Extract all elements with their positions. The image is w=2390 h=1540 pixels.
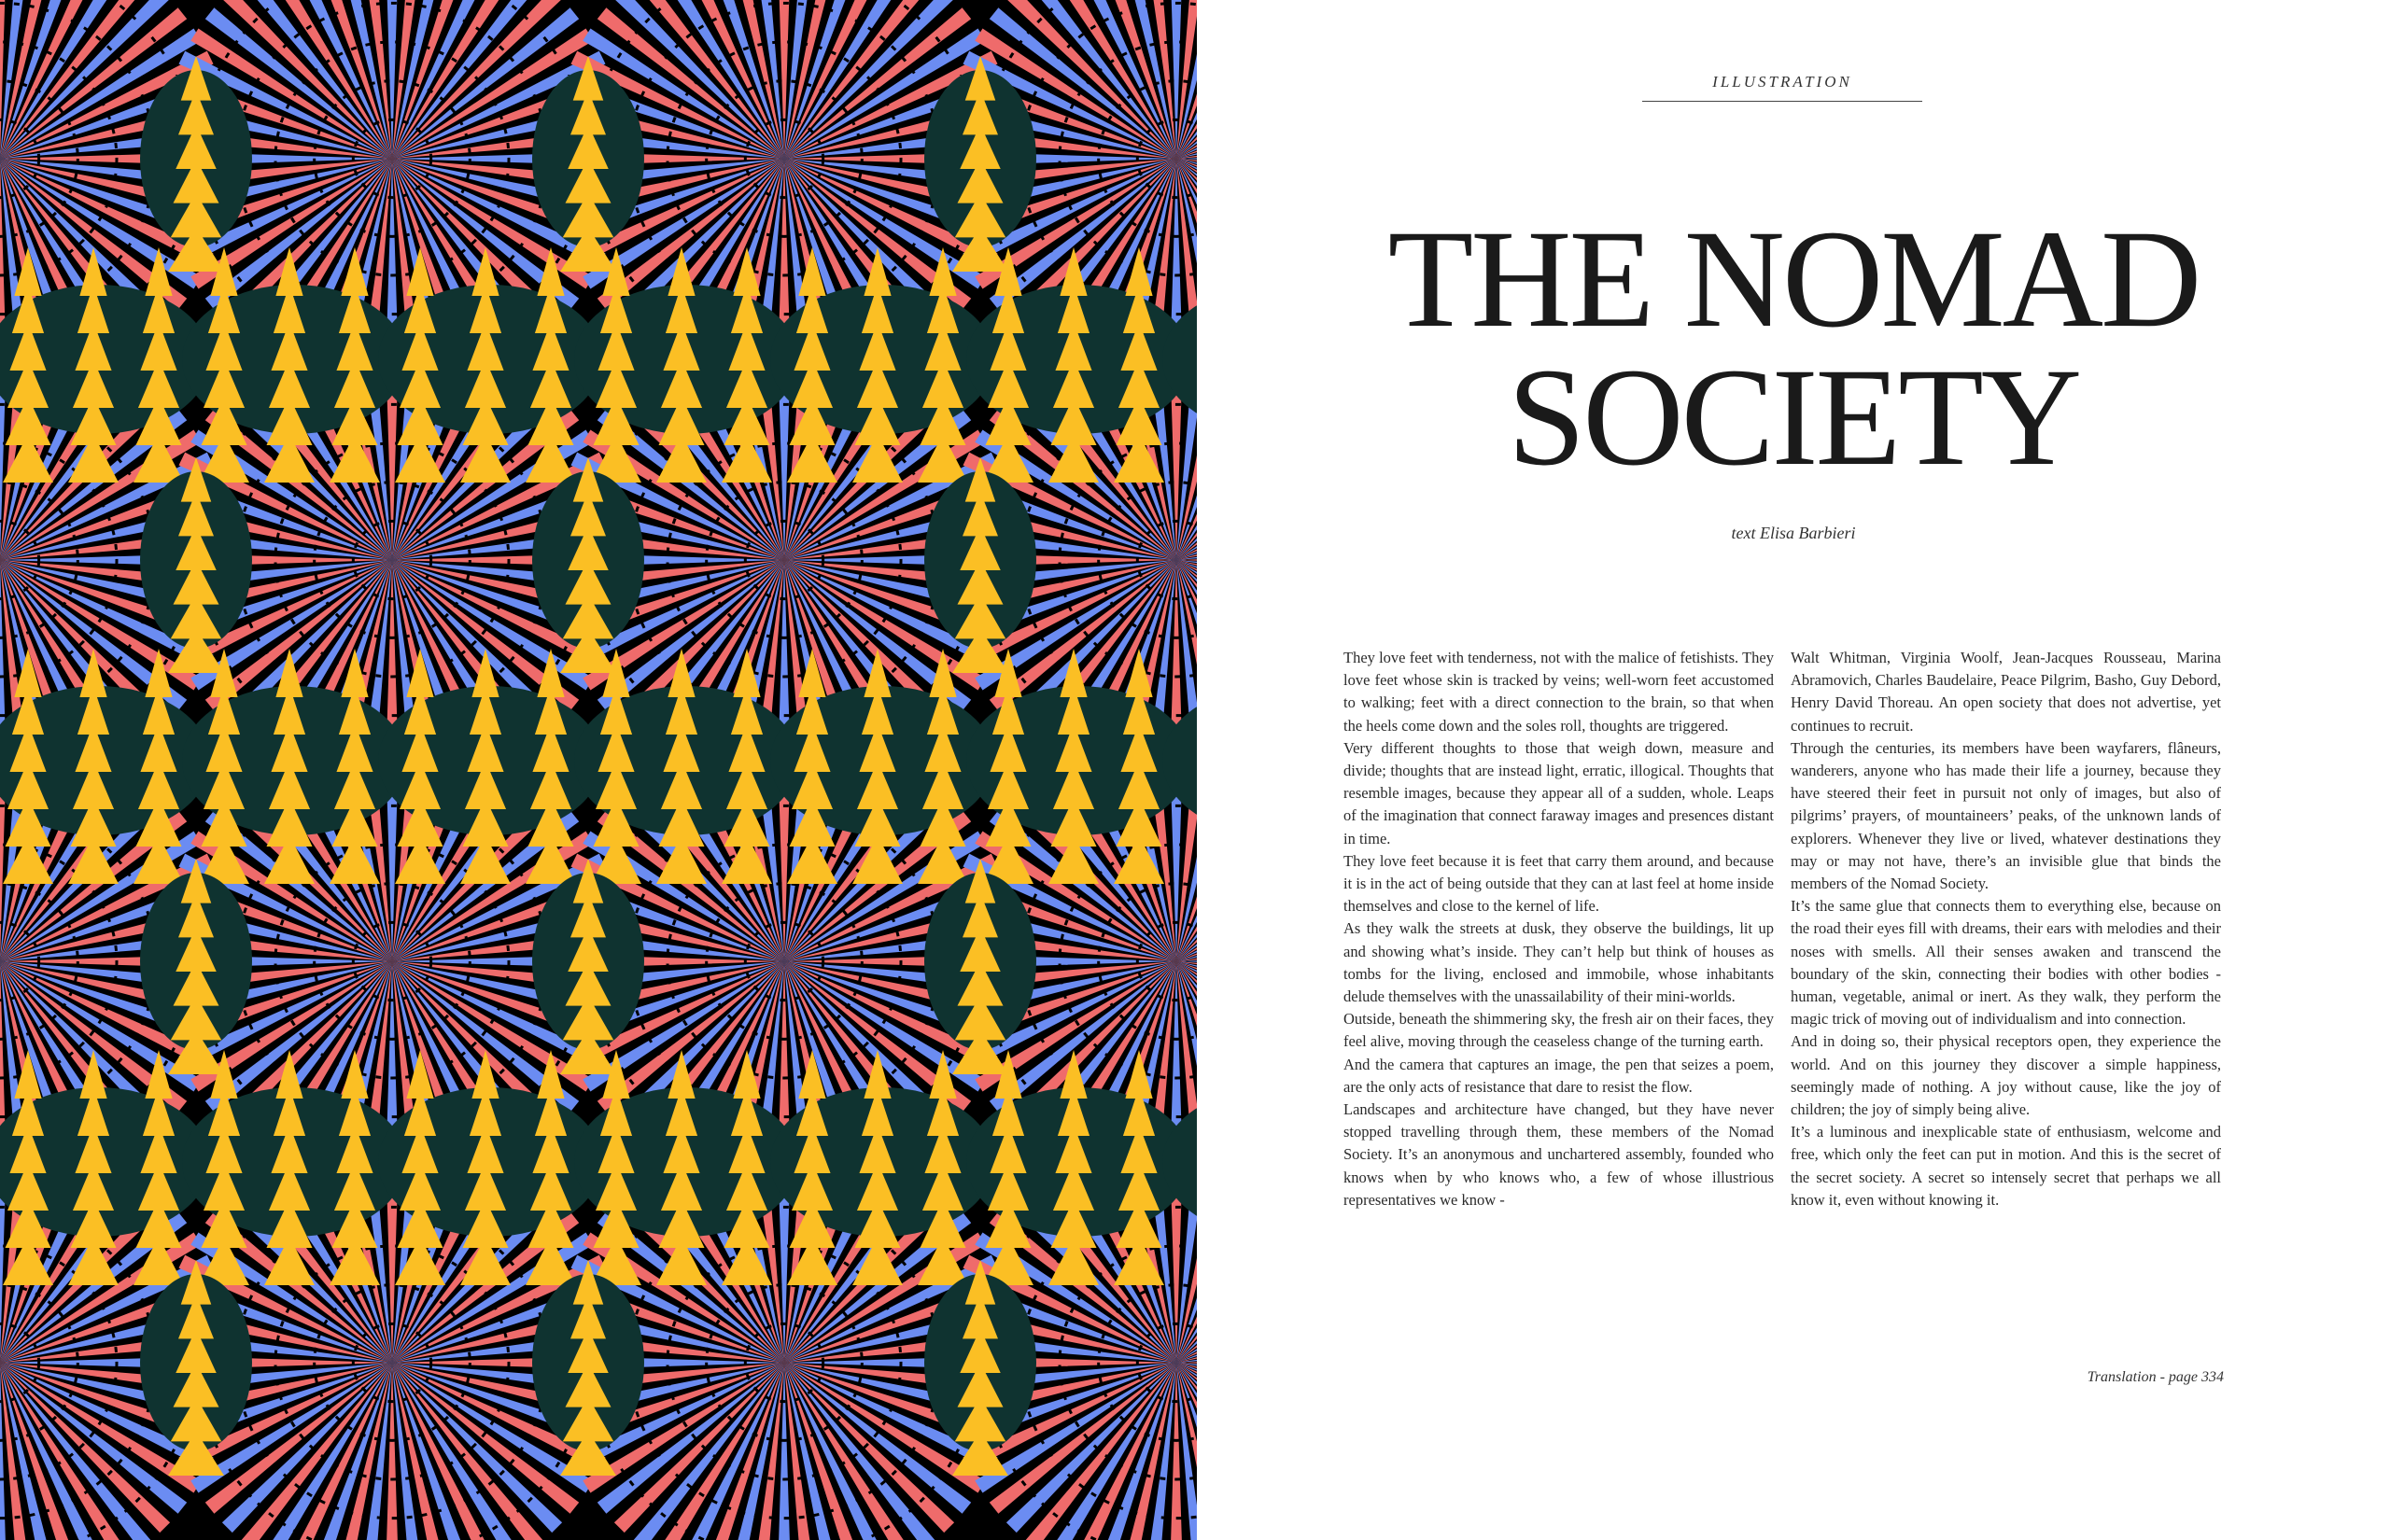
- paragraph: Very different thoughts to those that weigh down, measure and divide; thoughts that are instead light, erratic, illogical. Thoughts that resemble images, because they appear all of a sudden, whole. Leaps of the imagination that connect faraway images and presences distant in time.: [1343, 738, 1774, 847]
- paragraph: They love feet with tenderness, not with the malice of fetishists. They love feet whose skin is tracked by veins; well-worn feet accustomed to walking; feet with a direct connection to the brain, so that when the heels come down and the soles roll, thoughts are triggered.: [1343, 649, 1774, 735]
- article-page: [1197, 0, 2390, 1540]
- title-line-2: SOCIETY: [1507, 340, 2080, 495]
- paragraph: It’s a luminous and inexplicable state of enthusiasm, welcome and free, which only the feet can put in motion. And this is the secret of the secret society. A secret so intensely secret that perhaps we all know it, even without knowing it.: [1791, 1123, 2221, 1209]
- page-reference: Translation - page 334: [2087, 1369, 2224, 1385]
- paragraph: As they walk the streets at dusk, they observe the buildings, lit up and showing what’s inside. They can’t help but think of houses as tombs for the living, enclosed and immobile, whose inhabitants delude themselves with the unassailability of their mini-worlds.: [1343, 919, 1774, 1006]
- paragraph: And in doing so, their physical receptors open, they experience the world. And on this journey they discover a simple happiness, seemingly made of nothing. A joy without cause, like the joy of children; the joy of simply being alive.: [1791, 1032, 2221, 1119]
- section-divider: [1642, 101, 1922, 102]
- paragraph: Landscapes and architecture have changed, but they have never stopped travelling through them, these members of the Nomad Society. It’s an anonymous and unchartered assembly, founded who knows when by who knows who, a few of whose illustrious representatives we know -: [1343, 1100, 1774, 1209]
- paragraph: Outside, beneath the shimmering sky, the fresh air on their faces, they feel alive, moving through the ceaseless change of the turning earth.: [1343, 1010, 1774, 1051]
- byline: text Elisa Barbieri: [1731, 524, 1856, 542]
- paragraph: And the camera that captures an image, the pen that seizes a poem, are the only acts of resistance that dare to resist the flow.: [1343, 1055, 1774, 1096]
- body-column-1: [1343, 647, 1774, 1211]
- article-title: [1197, 202, 2390, 495]
- title-line-1: THE NOMAD: [1387, 202, 2200, 357]
- paragraph: Through the centuries, its members have been wayfarers, flâneurs, wanderers, anyone who has made their life a journey, because they have steered their feet in pursuit not only of images, but also of pilgrims’ prayers, of mountaineers’ peaks, of the unknown lands of explorers. Whenever they live or lived, whatever destinations they may or may not have, there’s an invisible glue that binds the members of the Nomad Society.: [1791, 738, 2221, 893]
- paragraph: They love feet because it is feet that carry them around, and because it is in the act of being outside that they can at last feel at home inside themselves and close to the kernel of life.: [1343, 851, 1774, 916]
- body-column-2: [1791, 647, 2221, 1211]
- section-label: ILLUSTRATION: [1712, 73, 1852, 91]
- paragraph: It’s the same glue that connects them to everything else, because on the road their eyes fill with dreams, their ears with melodies and their noses with smells. All their senses awaken and transcend the boundary of the skin, connecting their bodies with other bodies - human, vegetable, animal or inert. As they walk, they perform the magic trick of moving out of individualism and into connection.: [1791, 897, 2221, 1029]
- paragraph: Walt Whitman, Virginia Woolf, Jean-Jacques Rousseau, Marina Abramovich, Charles Baudelaire, Peace Pilgrim, Basho, Guy Debord, Henry David Thoreau. An open society that does not advertise, yet continues to recruit.: [1791, 649, 2221, 735]
